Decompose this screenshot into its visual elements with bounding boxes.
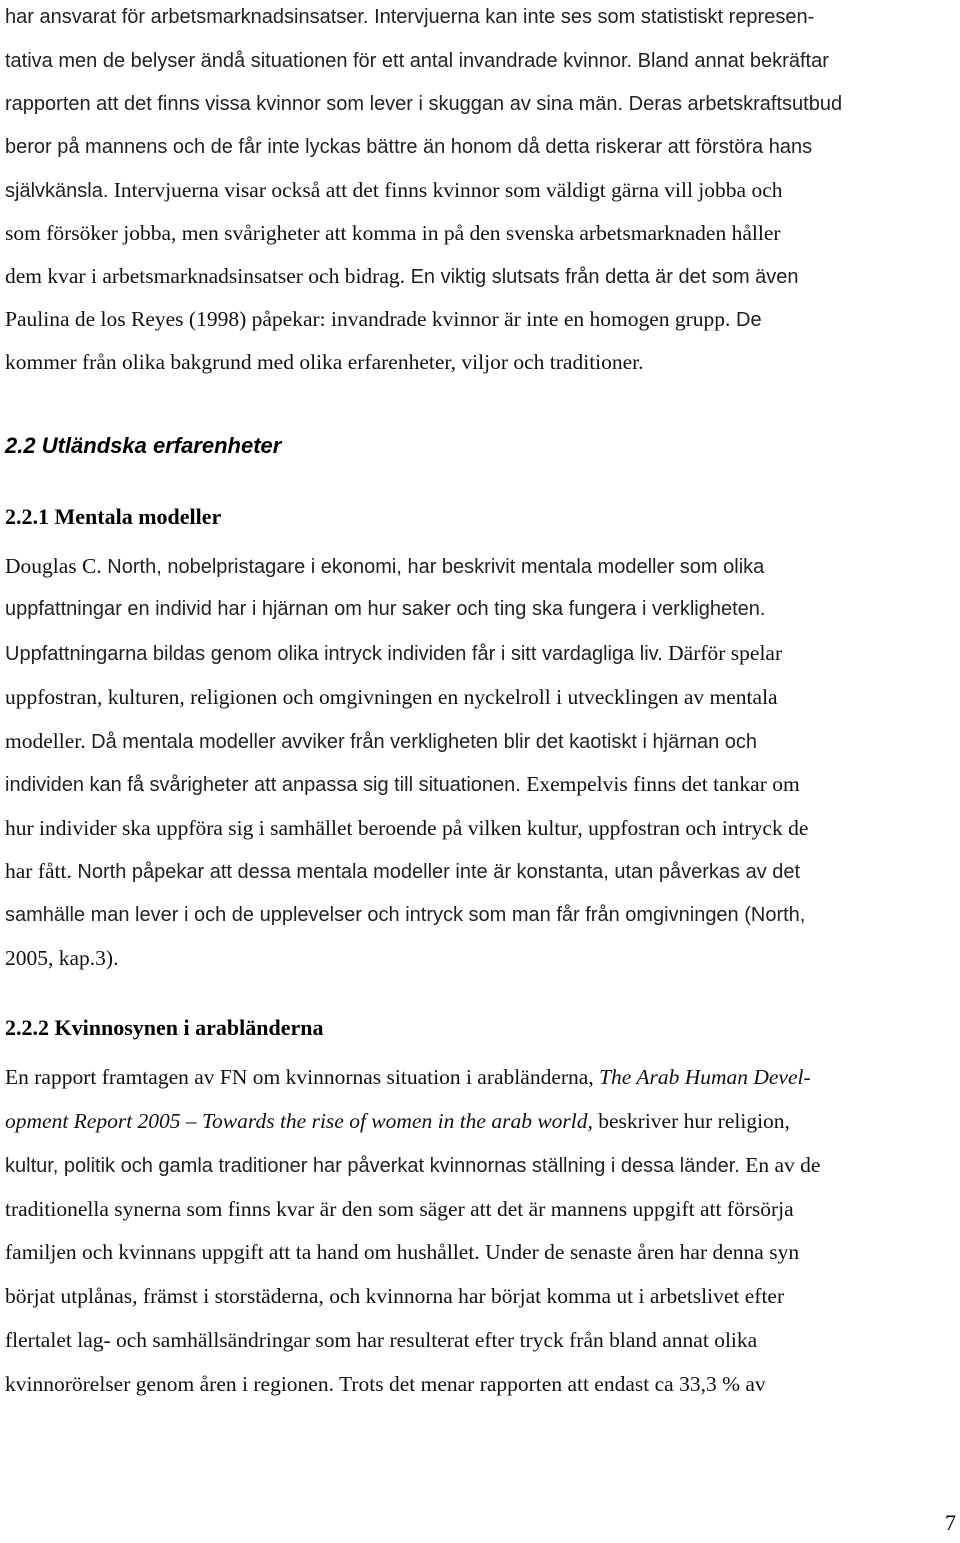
text-run: Exempelvis finns det tankar om — [520, 772, 800, 796]
text-run: beskriver hur religion, — [592, 1109, 790, 1133]
text-line — [5, 902, 805, 928]
text-run: kultur, politik och gamla traditioner har påverkat kvinnornas ställning i dessa länder. — [5, 1155, 740, 1177]
text-run: Intervjuerna visar också att det finns kvinnor som väldigt gärna vill jobba och — [108, 178, 783, 202]
text-run: individen kan få svårigheter att anpassa sig till situationen. — [5, 774, 521, 796]
text-line — [5, 263, 799, 290]
text-line — [5, 1327, 757, 1353]
text-line — [5, 858, 800, 885]
text-line — [5, 349, 644, 375]
text-run: har fått. — [5, 859, 72, 883]
text-run: Paulina de los Reyes (1998) påpekar: invandrade kvinnor är inte en homogen grupp. — [5, 307, 731, 331]
text-run: dem kvar i arbetsmarknadsinsatser och bidrag. — [5, 264, 406, 288]
text-line — [5, 177, 782, 204]
text-run: Under de senaste åren har denna syn — [479, 1240, 800, 1264]
text-line — [5, 1371, 766, 1397]
text-line — [5, 4, 814, 30]
text-run: En rapport framtagen av FN om kvinnornas situation i arabländerna, — [5, 1065, 594, 1089]
text-line — [5, 1196, 794, 1222]
text-run: Då mentala modeller avviker från verkligheten blir det kaotiskt i hjärnan och — [85, 731, 758, 753]
text-run: har ansvarat för arbetsmarknadsinsatser. Intervjuerna kan inte ses som statistiskt represen- — [5, 6, 815, 28]
text-run: samhälle man lever i och de upplevelser och intryck som man får från omgivningen (North, — [5, 904, 806, 926]
text-line — [5, 1152, 820, 1179]
subsection-heading: 2.2.1 Mentala modeller — [5, 504, 222, 529]
text-line — [5, 91, 842, 117]
text-run: North påpekar att dessa mentala modeller inte är konstanta, utan påverkas av det — [71, 861, 801, 883]
text-line — [5, 640, 782, 667]
section-heading: 2.2 Utländska erfarenheter — [5, 433, 282, 458]
text-line — [5, 134, 812, 160]
text-line — [5, 596, 765, 622]
text-line — [5, 1064, 811, 1090]
text-run: traditionella synerna som finns kvar är den som säger att det är mannens uppgift att försörja — [5, 1197, 794, 1221]
text-line — [5, 728, 757, 755]
text-run: En av de — [739, 1153, 821, 1177]
text-run: rapporten att det finns vissa kvinnor som lever i skuggan av sina män. Deras arbetskraftsutbud — [5, 93, 843, 115]
text-run: familjen och kvinnans uppgift att ta hand om hushållet. — [5, 1240, 480, 1264]
text-line — [5, 1239, 799, 1265]
text-run: kommer från olika bakgrund med olika erfarenheter, viljor och traditioner. — [5, 350, 644, 374]
text-run: North, nobelpristagare i ekonomi, har beskrivit mentala modeller som olika — [101, 556, 765, 578]
text-line — [5, 945, 118, 971]
page-number: 7 — [945, 1510, 956, 1535]
text-line — [5, 684, 778, 710]
text-line — [5, 1108, 790, 1134]
text-line — [5, 48, 829, 74]
text-run: modeller. — [5, 729, 86, 753]
report-title-run: The Arab Human Devel- — [593, 1065, 811, 1089]
text-run: Därför spelar — [662, 641, 783, 665]
text-run: Trots det menar rapporten att endast ca 33,3 % av — [333, 1372, 766, 1396]
text-run: uppfostran, kulturen, religionen och omgivningen en nyckelroll i utvecklingen av mentala — [5, 685, 778, 709]
text-line — [5, 1283, 784, 1309]
text-run: tativa men de belyser ändå situationen för ett antal invandrade kvinnor. Bland annat bekräftar — [5, 50, 829, 72]
text-run: 2005, kap.3). — [5, 946, 119, 970]
text-run: självkänsla. — [5, 180, 109, 202]
text-line — [5, 815, 808, 841]
text-run: En viktig slutsats från detta är det som även — [405, 266, 799, 288]
text-run: hur individer ska uppföra sig i samhället beroende på vilken kultur, uppfostran och intryck de — [5, 816, 809, 840]
report-title-run: opment Report 2005 – Towards the rise of women in the arab world, — [5, 1109, 593, 1133]
text-line — [5, 220, 781, 246]
text-run: som försöker jobba, men svårigheter att komma in på den svenska arbetsmarknaden håller — [5, 221, 781, 245]
text-line — [5, 306, 762, 333]
text-run: Douglas C. — [5, 554, 102, 578]
subsection-heading: 2.2.2 Kvinnosynen i arabländerna — [5, 1015, 324, 1040]
text-line — [5, 553, 764, 580]
text-run: flertalet lag- och samhällsändringar som har resulterat efter tryck från bland annat olika — [5, 1328, 758, 1352]
text-run: börjat utplånas, främst i storstäderna, och kvinnorna har börjat komma ut i arbetslivet efter — [5, 1284, 785, 1308]
text-run: Uppfattningarna bildas genom olika intryck individen får i sitt vardagliga liv. — [5, 643, 663, 665]
text-run: kvinnorörelser genom åren i regionen. — [5, 1372, 334, 1396]
text-run: uppfattningar en individ har i hjärnan om hur saker och ting ska fungera i verkligheten. — [5, 598, 766, 620]
text-run: beror på mannens och de får inte lyckas bättre än honom då detta riskerar att förstöra hans — [5, 136, 813, 158]
text-run: De — [730, 309, 762, 331]
text-line — [5, 771, 800, 798]
